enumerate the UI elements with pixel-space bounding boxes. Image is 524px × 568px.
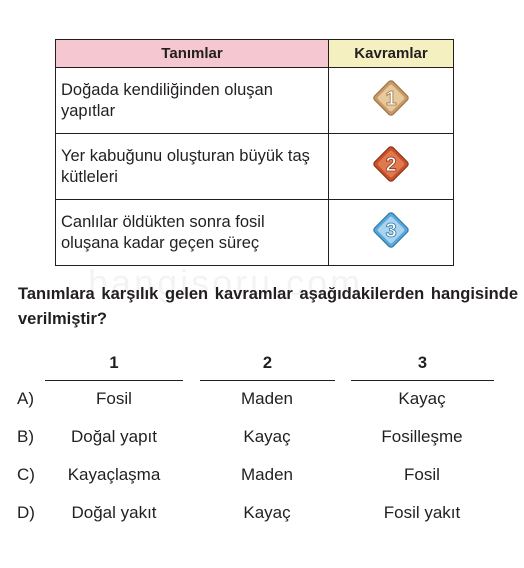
option-b[interactable] [0, 427, 524, 451]
option-letter: D) [17, 503, 35, 522]
option-letter: A) [17, 389, 34, 408]
table-row [56, 134, 454, 200]
option-letter: B) [17, 427, 34, 446]
option-cell-3: Fosil [404, 465, 440, 484]
number-1-badge-icon [369, 76, 413, 120]
option-cell-3: Fosil yakıt [383, 503, 461, 522]
option-cell-2: Maden [241, 389, 293, 408]
option-c[interactable] [0, 465, 524, 489]
option-cell-3: Kayaç [398, 389, 446, 408]
definition-2: Yer kabuğunu oluşturan büyük taş kütleleri [56, 134, 329, 200]
definition-3: Canlılar öldükten sonra fosil oluşana kadar geçen süreç [56, 200, 329, 266]
number-3-badge-icon [369, 208, 413, 252]
option-d[interactable] [0, 503, 524, 527]
number-2-badge-icon [369, 142, 413, 186]
definitions-header: Tanımlar [56, 40, 329, 68]
option-cell-1: Doğal yakıt [71, 503, 157, 522]
concepts-header: Kavramlar [329, 40, 454, 68]
svg-text:1: 1 [385, 88, 397, 110]
column-header-1: 1 [45, 354, 183, 381]
column-header-3: 3 [351, 354, 494, 381]
table-row [56, 68, 454, 134]
option-cell-1: Kayaçlaşma [67, 465, 161, 484]
question-text: Tanımlara karşılık gelen kavramlar aşağıdakilerden hangisinde verilmiştir? [18, 285, 518, 328]
definitions-table [55, 39, 454, 266]
option-cell-1: Doğal yapıt [71, 427, 157, 446]
definition-1: Doğada kendiliğinden oluşan yapıtlar [56, 68, 329, 134]
option-cell-1: Fosil [96, 389, 132, 408]
option-cell-2: Kayaç [243, 427, 291, 446]
option-a[interactable] [0, 389, 524, 413]
svg-text:3: 3 [385, 220, 397, 242]
option-cell-3: Fosilleşme [381, 427, 463, 446]
column-header-2: 2 [200, 354, 335, 381]
table-row [56, 200, 454, 266]
table-header-row [56, 40, 454, 68]
option-cell-2: Maden [241, 465, 293, 484]
svg-text:2: 2 [385, 154, 397, 176]
option-letter: C) [17, 465, 35, 484]
option-cell-2: Kayaç [243, 503, 291, 522]
